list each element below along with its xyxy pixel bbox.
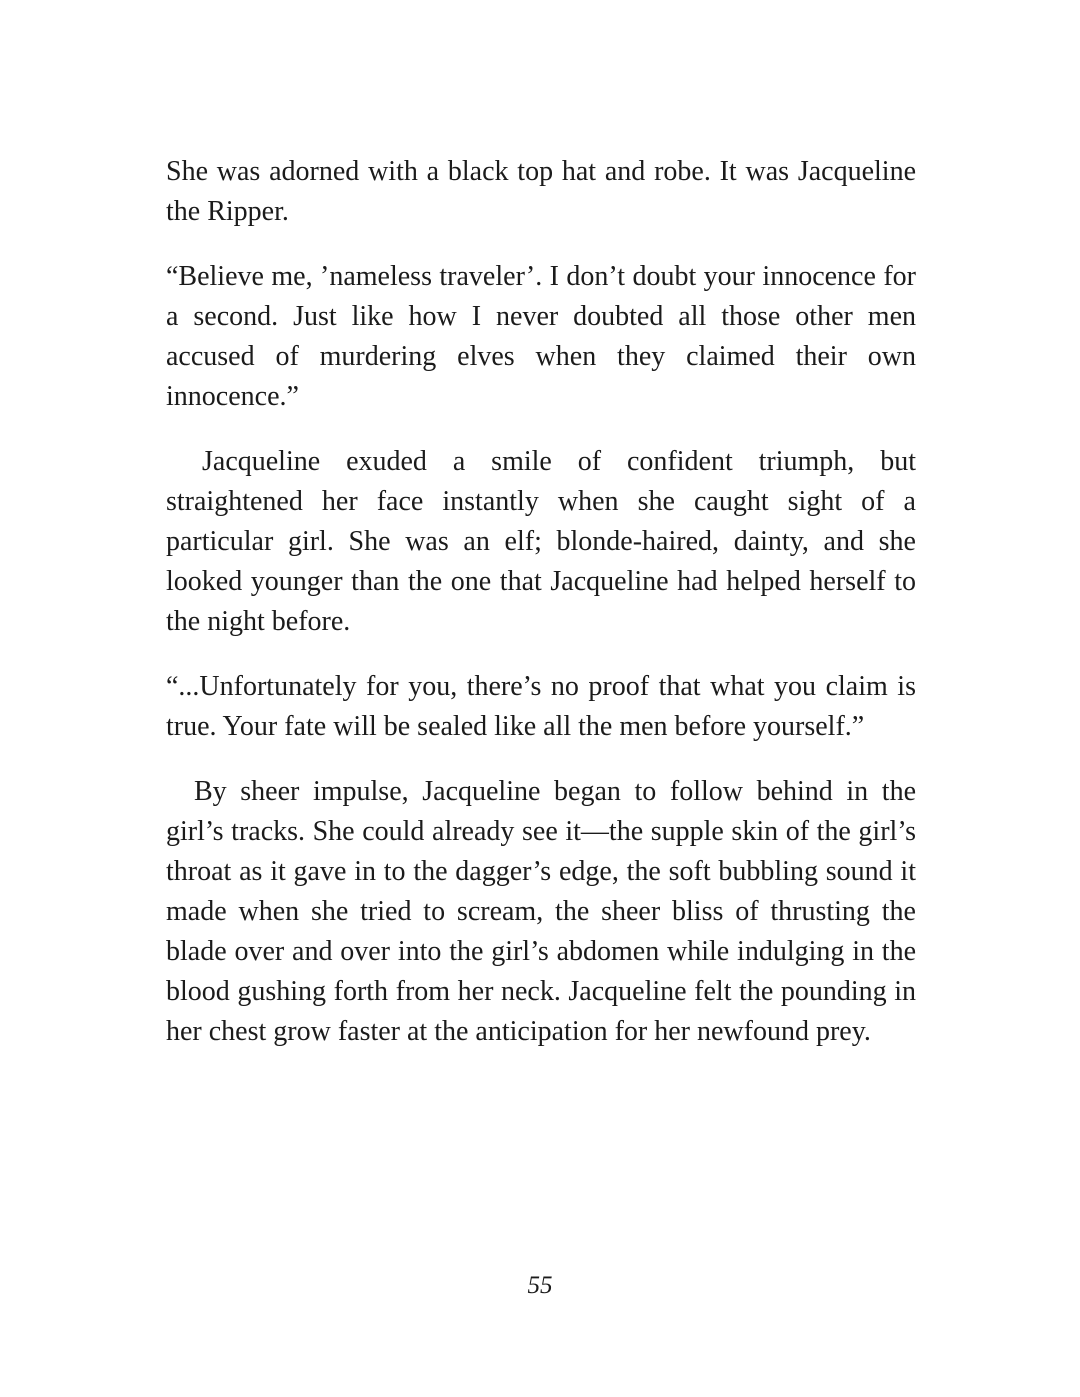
paragraph-2: “Believe me, ’nameless traveler’. I don’t doubt your innocence for a second. Just like how I never doubted all those other men accused of murdering elves when they claimed their own innocence.” [166,261,916,412]
paragraph-1: She was adorned with a black top hat and robe. It was Jacqueline the Ripper. [166,156,916,227]
paragraph-3: Jacqueline exuded a smile of confident triumph, but straightened her face instantly when she caught sight of a particular girl. She was an elf; blonde-haired, dainty, and she looked younger than the one that Jacqueline had helped herself to the night before. [166,446,916,637]
body-text [166,152,916,1077]
paragraph-4: “...Unfortunately for you, there’s no proof that what you claim is true. Your fate will be sealed like all the men before yourself.” [166,671,916,742]
page-number: 55 [527,1272,553,1299]
paragraph-5: By sheer impulse, Jacqueline began to follow behind in the girl’s tracks. She could already see it—the supple skin of the girl’s throat as it gave in to the dagger’s edge, the soft bubbling sound it made when she tried to scream, the sheer bliss of thrusting the blade over and over into the girl’s abdomen while indulging in the blood gushing forth from her neck. Jacqueline felt the pounding in her chest grow faster at the anticipation for her newfound prey. [166,776,916,1047]
